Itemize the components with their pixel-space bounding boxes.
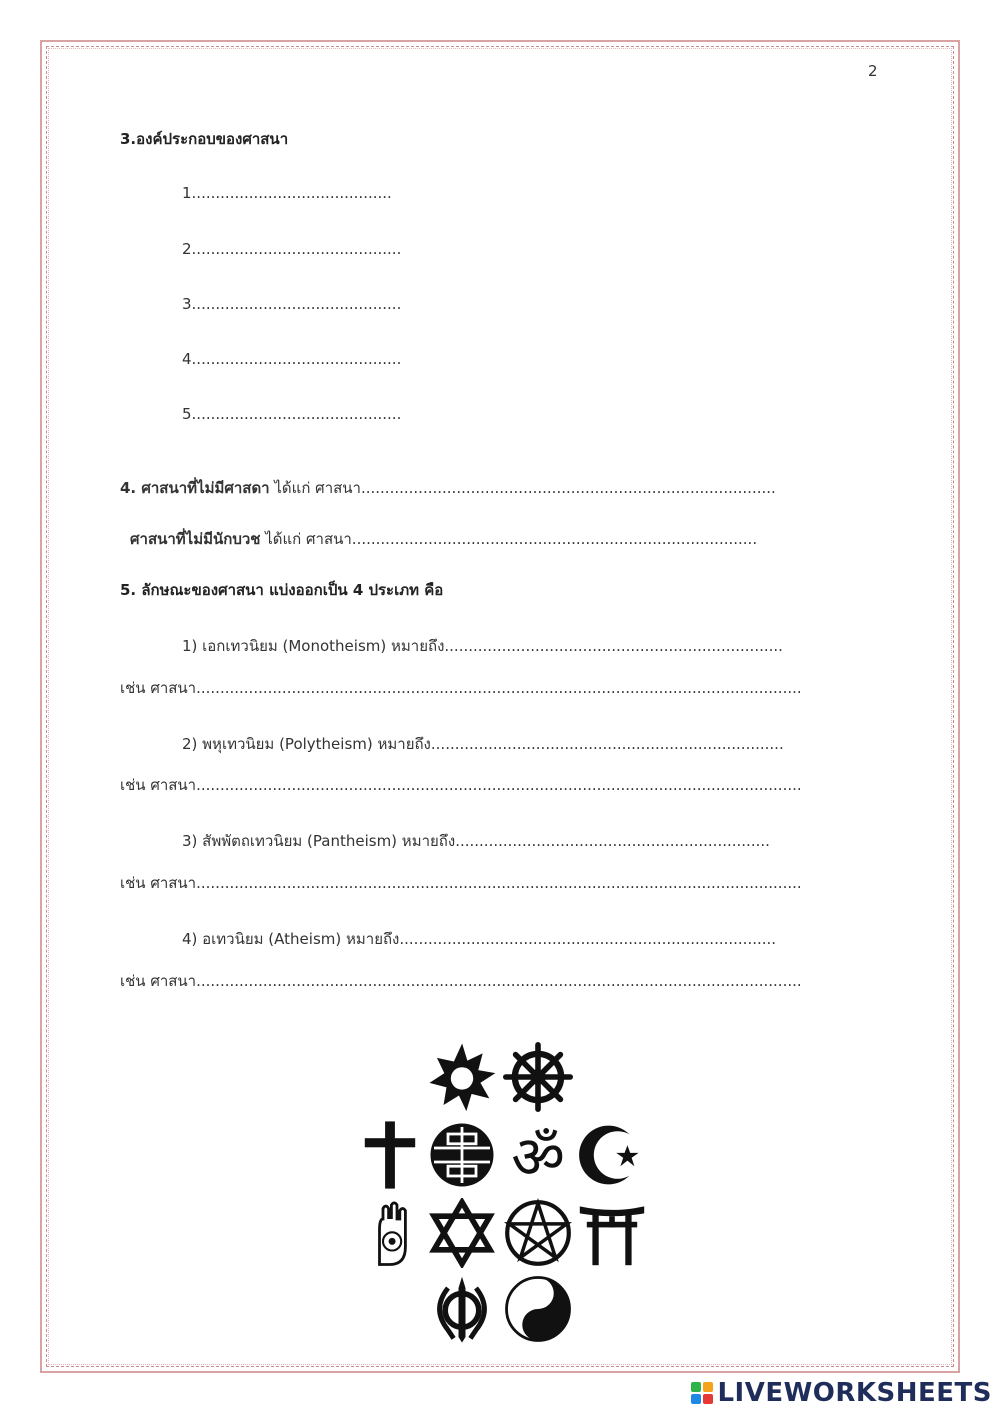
type-3-definition: 3) สัพพัตถเทวนิยม (Pantheism) หมายถึง..................................................................: [182, 832, 770, 850]
page-number: 2: [868, 62, 878, 80]
type-2-example: เช่น ศาสนา...............................................................................................................................: [120, 776, 802, 794]
om-icon: [503, 1120, 573, 1190]
type-4-example: เช่น ศาสนา...............................................................................................................................: [120, 972, 802, 990]
torii-icon: [577, 1198, 647, 1268]
type-1-definition: 1) เอกเทวนิยม (Monotheism) หมายถึง.......................................................................: [182, 637, 783, 655]
type-1-example: เช่น ศาสนา...............................................................................................................................: [120, 679, 802, 697]
section5-heading: 5. ลักษณะของศาสนา แบ่งออกเป็น 4 ประเภท คือ: [120, 581, 444, 599]
shou-symbol-icon: [427, 1120, 497, 1190]
khanda-icon: [427, 1274, 497, 1344]
section4-line-1-answer: ได้แก่ ศาสนา.......................................................................................: [269, 479, 776, 497]
liveworksheets-logo-icon: [691, 1382, 713, 1404]
type-3-example: เช่น ศาสนา...............................................................................................................................: [120, 874, 802, 892]
type-2-definition: 2) พหุเทวนิยม (Polytheism) หมายถึง..........................................................................: [182, 735, 784, 753]
crescent-star-icon: [577, 1120, 647, 1190]
section3-item-4: 4............................................: [182, 350, 402, 368]
section4-line-1-label: 4. ศาสนาที่ไม่มีศาสดา: [120, 479, 270, 497]
liveworksheets-text: LIVEWORKSHEETS: [717, 1378, 992, 1408]
nine-pointed-star-icon: [427, 1042, 497, 1112]
cross-icon: [355, 1120, 425, 1190]
dharma-wheel-icon: [503, 1042, 573, 1112]
section3-item-3: 3............................................: [182, 295, 402, 313]
section3-heading: 3.องค์ประกอบของศาสนา: [120, 130, 289, 148]
svg-text:ॐ: ॐ: [511, 1122, 565, 1190]
star-of-david-icon: [427, 1198, 497, 1268]
religious-symbols: [355, 1040, 655, 1345]
section3-item-2: 2............................................: [182, 240, 402, 258]
jain-hand-icon: [355, 1198, 425, 1268]
section4-line-2-label: ศาสนาที่ไม่มีนักบวช: [130, 530, 261, 548]
section4-line-1: [120, 476, 776, 500]
section4-line-2-answer: ได้แก่ ศาสนา.....................................................................................: [260, 530, 758, 548]
pentacle-icon: [503, 1198, 573, 1268]
liveworksheets-brand: [691, 1376, 992, 1410]
section3-item-5: 5............................................: [182, 405, 402, 423]
yin-yang-icon: [503, 1274, 573, 1344]
section4-line-2: [130, 527, 757, 551]
section3-item-1: 1..........................................: [182, 184, 392, 202]
type-4-definition: 4) อเทวนิยม (Atheism) หมายถึง...............................................................................: [182, 930, 777, 948]
